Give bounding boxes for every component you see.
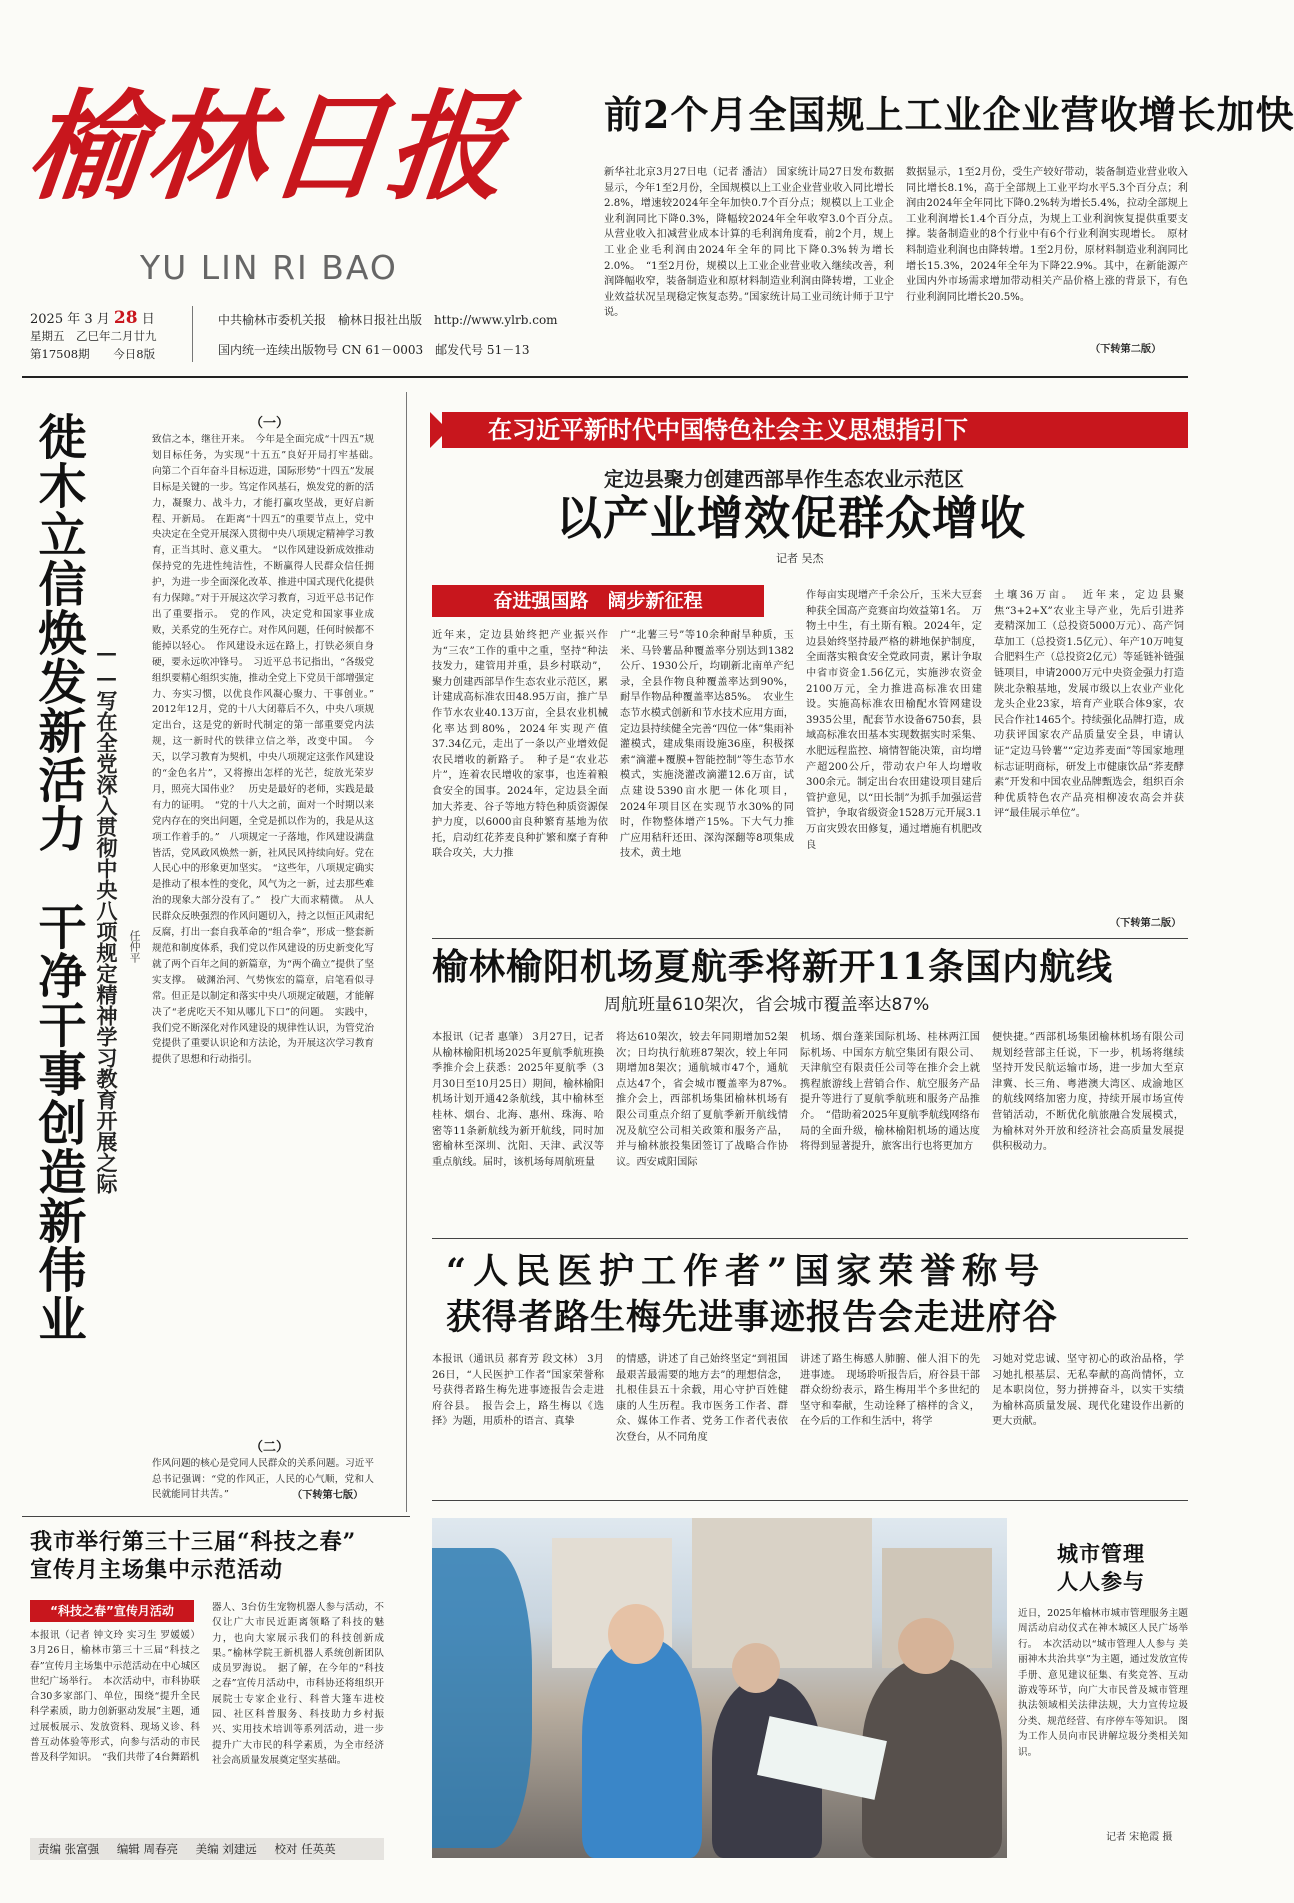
agri-section-tag: 奋进强国路 阔步新征程 (432, 585, 764, 617)
honor-title-line2: 获得者路生梅先进事迹报告会走进府谷 (446, 1297, 1059, 1338)
page-count: 今日8版 (113, 347, 156, 361)
agri-col2: 广“北薯三号”等10余种耐旱种质，玉米、马铃薯品种覆盖率分别达到1382公斤、1930公斤，均刷新北南单产纪录，全县作物良种覆盖率达到90%，耐旱作物品种覆盖率达85%。 农业生态节水模式创新和节水技术应用方面，定边县持续健全完善“四位一体”集雨补灌模式，建成集雨设施36座，积极探索“滴灌+覆膜+智能控制”等生态节水模式，实施浇灌改滴灌12.6万亩，试点建设5390亩水肥一体化项目，2024年项目区在实现节水30%的同时，作物整体增产15%。下大气力推广应用秸秆还田、深沟深翻等8项集成技术，黄土地 (620, 630, 794, 860)
top-story-col2: 数据显示，1至2月份，受生产较好带动，装备制造业营业收入同比增长8.1%，高于全部规上工业平均水平5.3个百分点；利润由2024年全年同比下降0.2%转为增长5.4%，拉动全部规上工业利润增长1.4个百分点，为规上工业利润恢复提供重要支撑。装备制造业的8个行业中有6个行业利润实现增长。 原材料制造业利润也由降转增。1至2月份，原材料制造业利润同比增长15.3%，2024年全年为下降22.9%。其中，在新能源产业国内外市场需求增加带动相关产品价格上涨的背景下，有色行业利润同比增长20.5%。 (906, 167, 1188, 303)
agri-col1: 近年来，定边县始终把产业振兴作为“三农”工作的重中之重，坚持“种法技发力，建管用并重，县乡村联动”，聚力创建西部旱作生态农业示范区，累计建成高标准农田48.95万亩，推广旱作节水农业40.13万亩，全县农业机械化率达到80%，2024年实现产值37.34亿元，走出了一条以产业增效促农民增收的新路子。 种子是“农业芯片”，连着农民增收的家事，也连着粮食安全的国事。2024年，定边县全面加大荞麦、谷子等地方特色种质资源保护力度，以6000亩良种繁育基地为依托，启动红花荞麦良种扩繁和糜子育种联合攻关，大力推 (432, 630, 608, 860)
masthead-cn-number: 国内统一连续出版物号 CN 61－0003 邮发代号 51－13 (218, 343, 530, 357)
airport-col1: 本报讯（记者 惠肇） 3月27日，记者从榆林榆阳机场2025年夏航季航班换季推介会上获悉：2025年夏航季（3月30日至10月25日）期间，榆林榆阳机场计划开通42条航线，其中榆林至桂林、烟台、北海、惠州、珠海、哈密等11条新航线为新开航线，同时加密榆林至深圳、沈阳、天津、武汉等重点航线。届时，该机场每周航班量 (432, 1032, 604, 1168)
airport-subtitle: 周航班量610架次，省会城市覆盖率达87% (604, 995, 930, 1015)
commentary-author: 任仲平 (128, 930, 141, 963)
news-photo (432, 1518, 1007, 1858)
masthead-sponsor: 中共榆林市委机关报 榆林日报社出版 http://www.ylrb.com (218, 313, 558, 327)
photo-credit: 记者 宋艳霞 摄 (1106, 1832, 1173, 1843)
xi-banner-text: 在习近平新时代中国特色社会主义思想指引下 (488, 416, 968, 444)
xi-banner (442, 412, 1188, 448)
agri-byline: 记者 吴杰 (776, 552, 824, 565)
agri-col4: 土壤36万亩。 近年来，定边县聚焦“3+2+X”农业主导产业，先后引进荞麦精深加工（总投资5000万元）、高产饲草加工（总投资1.5亿元）、年产10万吨复合肥料生产（总投资2亿元）等延链补链强链项目，申请2000万元中央资金强力打造陕北杂粮基地，发展市级以上农业产业化龙头企业23家，培育产业联合体9家，农民合作社1465个。持续强化品牌打造，成功获评国家农产品质量安全县，申请认证“定边马铃薯”“定边荞麦面”等国家地理标志证明商标，研发上市健康饮品“荞麦酵素”开发和中国农业品牌甄选会，组织百余种优质特色农产品亮相柳凌农高会并获评“最佳展示单位”。 (994, 590, 1184, 820)
keji-title-line2: 宣传月主场集中示范活动 (30, 1557, 284, 1583)
airport-col3: 机场、烟台蓬莱国际机场、桂林两江国际机场、中国东方航空集团有限公司、天津航空有限责任公司等在推介会上就携程旅游线上营销合作、航空服务产品提升等进行了夏航季航班和服务产品推介。 “借助着2025年夏航季航线网络布局的全面升级，榆林榆阳机场的通达度将得到显著提升，旅客出行也将更加方 (800, 1032, 980, 1153)
masthead-issue-line (30, 346, 155, 362)
credit-proof: 校对 任英英 (274, 1842, 336, 1856)
photo-story-title-line2: 人人参与 (1057, 1569, 1145, 1594)
banner-arrow-icon (430, 412, 448, 448)
commentary-jump: （下转第七版） (292, 1489, 364, 1501)
commentary-section2: （二） (250, 1440, 290, 1455)
photo-story-header (1018, 1540, 1184, 1596)
honor-col3: 讲述了路生梅感人肺腑、催人泪下的先进事迹。 现场聆听报告后，府谷县干部群众纷纷表示，路生梅用半个多世纪的坚守和奉献，生动诠释了榕样的含义，在今后的工作和生活中，将学 (800, 1354, 980, 1428)
commentary-subhead: ——写在全党深入贯彻中央八项规定精神学习教育开展之际 (94, 640, 119, 1194)
photo-story-title-line1: 城市管理 (1057, 1541, 1145, 1566)
agri-kicker: 定边县聚力创建西部旱作生态农业示范区 (604, 467, 964, 491)
date-day: 28 (113, 308, 138, 328)
credit-art: 美编 刘建远 (195, 1842, 257, 1856)
airport-col4: 便快捷。”西部机场集团榆林机场有限公司规划经营部主任说，下一步，机场将继续坚持开发民航运输市场，进一步加大至京津冀、长三角、粤港澳大湾区、成渝地区的航线网络加密力度，持续开展市场宣传营销活动，不断优化航旅融合发展模式，为榆林对外开放和经济社会高质量发展提供积极动力。 (992, 1032, 1184, 1153)
masthead-pinyin: YU LIN RI BAO (140, 248, 398, 287)
agri-col3: 作每亩实现增产千余公斤，玉米大豆套种获全国高产竞赛亩均效益第1名。 万物土中生，有土斯有粮。2024年，定边县始终坚持最严格的耕地保护制度，全面落实粮食安全党政同责，累计争取中省市资金1.56亿元，实施涉农资金2100万元，全力推进高标准农田建设。实施高标准农田榆配水管网建设3935公里，配套节水设备6750套，县域高标准农田基本实现数据实时采集、水肥远程监控、墒情智能决策，亩均增产超200公斤，带动农户年人均增收300余元。制定出台农田建设项目建后管护意见，以“田长制”为抓手加强运营管护，争取省级资金1528万元开展3.1万亩灾毁农田修复，通过增施有机肥改良 (806, 590, 982, 851)
commentary-headline: 徙木立信焕发新活力 干净干事创造新伟业 (30, 412, 86, 1343)
agri-title: 以产业增效促群众增收 (556, 491, 1026, 545)
date-suffix: 日 (141, 312, 155, 327)
honor-title-line1: “人民医护工作者”国家荣誉称号 (446, 1251, 1047, 1292)
masthead-weekday: 星期五 乙巳年二月廿九 (30, 329, 157, 343)
photo-story-text: 近日，2025年榆林市城市管理服务主题周活动启动仪式在神木城区人民广场举行。 本次活动以“城市管理人人参与 美丽神木共治共享”为主题，通过发放宣传手册、意见建议征集、有奖竞答、互动游戏等环节，向广大市民普及城市管理执法领域相关法律法规，大力宣传垃圾分类、规范经营、有序停车等知识。 图为工作人员向市民讲解垃圾分类相关知识。 (1018, 1608, 1188, 1758)
footer-credits (30, 1838, 384, 1860)
airport-title: 榆林榆阳机场夏航季将新开11条国内航线 (432, 946, 1114, 988)
honor-col1: 本报讯（通讯员 郝育芳 段文林） 3月26日，“人民医护工作者”国家荣誉称号获得者路生梅先进事迹报告会走进府谷县。 报告会上，路生梅以《选择》为题，用质朴的语言、真挚 (432, 1354, 604, 1428)
masthead-date (30, 308, 155, 328)
top-story-title: 前2个月全国规上工业企业营收增长加快 (604, 92, 1294, 137)
credit-editor: 责编 张富强 (38, 1842, 100, 1856)
honor-col2: 的情感，讲述了自己始终坚定“到祖国最艰苦最需要的地方去”的理想信念，扎根佳县五十余载，用心守护百姓健康的人生历程。我市医务工作者、群众、媒体工作者、党务工作者代表依次登台，从不同角度 (616, 1354, 788, 1443)
commentary-text2: 作风问题的核心是党同人民群众的关系问题。习近平总书记强调：“党的作风正，人民的心气顺，党和人民就能同甘共苦。” (152, 1458, 374, 1501)
commentary-section1: （一） (250, 416, 290, 431)
keji-col1: 本报讯（记者 钟文玲 实习生 罗媛媛） 3月26日，榆林市第三十三届“科技之春”宣传月主场集中示范活动在中心城区世纪广场举行。 本次活动中，市科协联合30多家部门、单位，围绕“提升全民科学素质，助力创新驱动发展”主题，通过展板展示、发放资料、现场义诊、科普互动体验等形式，向参与活动的市民普及科学知识。 “我们共带了4台舞蹈机 (30, 1630, 200, 1764)
masthead-logo: 榆林日报 (20, 77, 516, 216)
date-prefix: 2025 年 3 月 (30, 312, 110, 327)
top-story-col1: 新华社北京3月27日电（记者 潘洁） 国家统计局27日发布数据显示，今年1至2月份，全国规模以上工业企业营业收入同比增长2.8%，增速较2024年全年加快0.7个百分点；规模以上工业企业利润同比下降0.3%，降幅较2024年全年收窄3.0个百分点。 从营业收入扣减营业成本计算的毛利润角度看，前2个月，规上工业企业毛利润由2024年全年的同比下降0.3%转为增长2.0%。 “1至2月份，规模以上工业企业营业收入继续改善，利润降幅收窄，装备制造业和原材料制造业利润由降转增，工业企业效益状况呈现稳定恢复态势。”国家统计局工业司统计师于卫宁说。 (604, 167, 905, 319)
keji-title-line1: 我市举行第三十三届“科技之春” (30, 1529, 357, 1555)
issue-number: 第17508期 (30, 347, 90, 361)
keji-col2: 器人、3台仿生宠物机器人参与活动，不仅让广大市民近距离领略了科技的魅力，也向大家展示我们的科技创新成果。”榆林学院王新机器人系统创新团队成员罗海说。 据了解，在今年的“科技之春”宣传月活动中，市科协还将组织开展院士专家企业行、科普大篷车进校园、社区科普服务、科技助力乡村振兴、实用技术培训等系列活动，进一步提升广大市民的科学素质，为全市经济社会高质量发展奠定坚实基础。 (212, 1602, 384, 1766)
agri-jump: （下转第二版） (1110, 917, 1182, 929)
honor-col4: 习她对党忠诚、坚守初心的政治品格，学习她扎根基层、无私奉献的高尚情怀，立足本职岗位，努力拼搏奋斗，以实干实绩为榆林高质量发展、现代化建设作出新的更大贡献。 (992, 1354, 1184, 1428)
commentary-text1: 致信之本，继往开来。 今年是全面完成“十四五”规划目标任务，为实现“十五五”良好开局打牢基础。 向第二个百年奋斗目标迈进，国际形势“十四五”发展目标是关键的一步。笃定作风基石，焕发党的新的活力，凝聚力、战斗力，才能打赢攻坚战，更好启新程、开新局。 在距离“十四五”的重要节点上，党中央决定在全党开展深入贯彻中央八项规定精神学习教育，正当其时、意义重大。 “以作风建设新成效推动保持党的先进性纯洁性，不断赢得人民群众信任拥护，为进一步全面深化改革、推进中国式现代化提供有力保障。”对于开展这次学习教育，习近平总书记作出了重要指示。 党的作风，决定党和国家事业成败，关系党的生死存亡。对作风问题，任何时候都不能掉以轻心。 作风建设永远在路上，打铁必须自身硬，要永远吹冲锋号。 习近平总书记指出，“各级党组织要精心组织实施，推动全党上下党员干部增强定力、夯实习惯，以优良作风凝心聚力、干事创业。” 2012年12月，党的十八大闭幕后不久，中央八项规定出台，这是党的新时代制定的第一部重要党内法规，这一新时代的铁律立信之举，改变中国。 今天，以学习教育为契机，中央八项规定这张作风建设的“金色名片”，又将擦出怎样的光芒，绽放光荣岁月，照亮大国伟业？ 历史是最好的老师，实践是最有力的证明。 “党的十八大之前，面对一个时期以来党内存在的突出问题，全党是抓以作为的，我是从这项工作着手的。” 八项规定一子落地，作风建设满盘皆活，党风政风焕然一新，社风民风持续向好。党在人民心中的形象更加坚实。 “这些年，八项规定确实是推动了根本性的变化，风气为之一新，过去那些难治的现象大部分没有了。” 投广大而求精微。 从人民群众反映强烈的作风问题切入，持之以恒正风肃纪反腐，打出一套自我革命的“组合拳”，形成一整套新规范和制度体系，我们党以作风建设的历史新变化写就了两个百年之间的新篇章，为“两个确立”提供了坚实支撑。 破渊治河、气势恢宏的篇章，启笔看似寻常。但正是以制定和落实中央八项规定破题，才能解决了“老虎吃天不知从哪儿下口”的问题。 实践中，我们党不断深化对作风建设的规律性认识，为管党治党提供了重要认识论和方法论，为开展这次学习教育提供了思想和行动指引。 (152, 434, 384, 1066)
airport-col2: 将达610架次，较去年同期增加52架次；日均执行航班87架次，较上年同期增加8架次；通航城市47个，通航点达47个，省会城市覆盖率为87%。 推介会上，西部机场集团榆林机场有限公司重点介绍了夏航季新开航线情况及航空公司相关政策和服务产品，并与榆林旅投集团签订了战略合作协议。西安咸阳国际 (616, 1032, 799, 1168)
keji-tag: “科技之春”宣传月活动 (30, 1600, 194, 1622)
credit-design: 编辑 周春亮 (116, 1842, 178, 1856)
top-story-jump: （下转第二版） (1090, 343, 1162, 355)
